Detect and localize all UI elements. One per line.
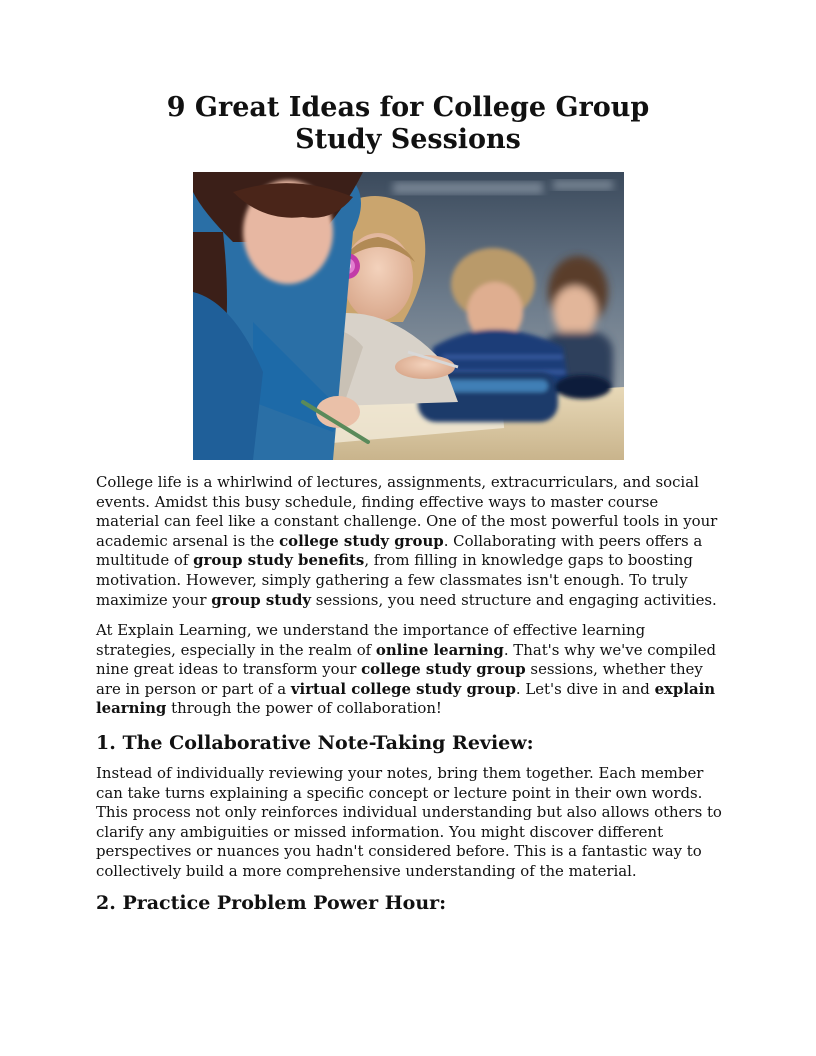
intro-text-1: College life is a whirlwind of lectures, assignments, extracurriculars, and social events. Amidst this busy schedule, finding effective ways to master course material can feel like a constant challenge. One of the most powerful tools in your academic arsenal is the: [96, 473, 718, 550]
para2-text-3: sessions, whether they are in person or part of a: [96, 660, 703, 698]
section-heading-2: 2. Practice Problem Power Hour:: [96, 892, 447, 914]
article-hero-image: [193, 172, 624, 460]
keyword-online-learning: online learning: [375, 640, 504, 659]
keyword-group-study: group study: [211, 590, 312, 609]
intro-text-2: . Collaborating with peers offers a multitude of: [96, 531, 703, 570]
section-heading-1: 1. The Collaborative Note-Taking Review:: [96, 732, 534, 754]
article-title: 9 Great Ideas for College Group Study Sessions: [166, 92, 650, 155]
intro-text-4: sessions, you need structure and engaging activities.: [311, 590, 717, 609]
para2-text-4: . Let's dive in and: [515, 679, 655, 698]
para2-text-2: . That's why we've compiled nine great ideas to transform your: [96, 640, 717, 679]
intro-paragraph: [96, 473, 726, 610]
section-1-paragraph: [96, 764, 726, 882]
keyword-group-study-benefits: group study benefits: [193, 551, 365, 570]
para2-text-5: through the power of collaboration!: [166, 699, 442, 718]
keyword-college-study-group-2: college study group: [361, 660, 526, 679]
para2-text-1: At Explain Learning, we understand the importance of effective learning strategies, especially in the realm of: [96, 621, 646, 659]
intro-text-3: , from filling in knowledge gaps to boosting motivation. However, simply gathering a few classmates isn't enough. To truly maximize your: [96, 551, 693, 609]
keyword-college-study-group: college study group: [279, 531, 444, 550]
keyword-virtual-college-study-group: virtual college study group: [290, 679, 516, 698]
keyword-explain-learning: explain learning: [96, 679, 716, 718]
explain-learning-paragraph: [96, 621, 726, 719]
section-1-text: Instead of individually reviewing your notes, bring them together. Each member can take turns explaining a specific concept or lecture point in their own words. This process not only reinforces individual understanding but also allows others to clarify any ambiguities or missed information. You might discover different perspectives or nuances you hadn't considered before. This is a fantastic way to collectively build a more comprehensive understanding of the material.: [96, 764, 722, 880]
